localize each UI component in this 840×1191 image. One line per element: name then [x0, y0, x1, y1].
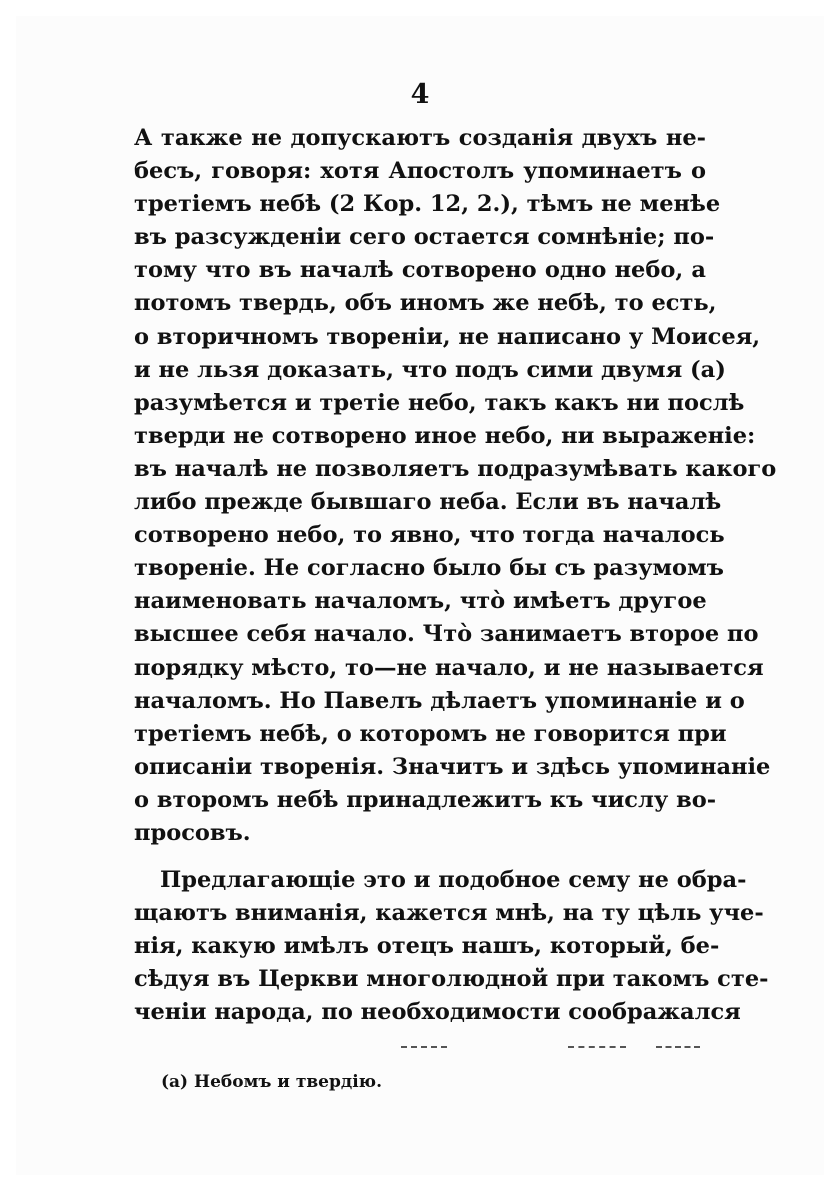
- page-rule: [401, 1046, 447, 1049]
- text-line: Предлагающіе это и подобное сему не обра-: [160, 867, 747, 894]
- text-line: порядку мѣсто, то—не начало, и не называется: [134, 654, 764, 681]
- text-line: третіемъ небѣ, о которомъ не говорится при: [134, 720, 727, 747]
- body-text: [134, 122, 777, 1030]
- text-line: А также не допускаютъ созданія двухъ не-: [134, 125, 706, 151]
- text-line: нія, какую имѣлъ отецъ нашъ, который, бе-: [134, 933, 720, 960]
- text-line: описаніи творенія. Значитъ и здѣсь упоминаніе: [134, 753, 771, 780]
- text-line: просовъ.: [134, 819, 251, 846]
- paragraph-1: [134, 122, 777, 850]
- text-line: ченіи народа, по необходимости соображался: [134, 999, 741, 1026]
- text-line: сѣдуя въ Церкви многолюдной при такомъ сте-: [134, 966, 769, 993]
- paragraph-gap: [134, 850, 706, 864]
- text-line: разумѣется и третіе небо, такъ какъ ни послѣ: [134, 389, 745, 416]
- page-number: 4: [410, 79, 430, 110]
- page-rule: [656, 1046, 700, 1049]
- text-line: началомъ. Но Павелъ дѣлаетъ упоминаніе и о: [134, 687, 745, 714]
- text-line: твореніе. Не согласно было бы съ разумомъ: [134, 555, 724, 582]
- paragraph-2: [134, 864, 769, 1029]
- text-line: наименовать началомъ, что̀ имѣетъ другое: [134, 588, 707, 615]
- text-line: тому что въ началѣ сотворено одно небо, а: [134, 257, 706, 284]
- text-line: о второмъ небѣ принадлежитъ къ числу во-: [134, 786, 717, 813]
- text-line: сотворено небо, то явно, что тогда началось: [134, 522, 725, 549]
- text-line: потомъ твердь, объ иномъ же небѣ, то есть,: [134, 290, 717, 317]
- footnote: (а) Небомъ и твердію.: [161, 1072, 383, 1092]
- text-line: о вторичномъ твореніи, не написано у Моисея,: [134, 323, 761, 350]
- text-line: бесъ, говоря: хотя Апостолъ упоминаетъ о: [134, 158, 706, 185]
- text-line: третіемъ небѣ (2 Кор. 12, 2.), тѣмъ не менѣе: [134, 191, 721, 218]
- page-rule: [568, 1046, 626, 1049]
- text-line: либо прежде бывшаго неба. Если въ началѣ: [134, 489, 722, 516]
- text-line: щаютъ вниманія, кажется мнѣ, на ту цѣль уче-: [134, 900, 764, 927]
- book-page: [16, 16, 824, 1175]
- text-line: и не льзя доказать, что подъ сими двумя (а): [134, 356, 726, 383]
- text-line: въ началѣ не позволяетъ подразумѣвать какого: [134, 455, 777, 482]
- text-line: высшее себя начало. Что̀ занимаетъ второе по: [134, 621, 759, 648]
- text-line: тверди не сотворено иное небо, ни выраженіе:: [134, 422, 756, 449]
- text-line: въ разсужденіи сего остается сомнѣніе; по-: [134, 224, 715, 251]
